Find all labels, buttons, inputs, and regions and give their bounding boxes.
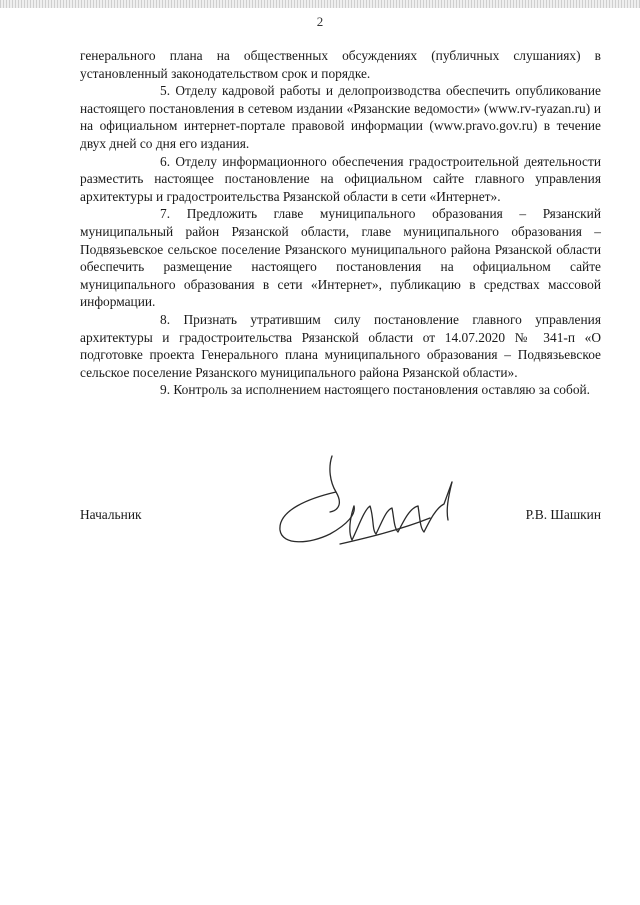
paragraph-6	[80, 153, 601, 206]
signature-block	[80, 507, 601, 527]
signatory-title: Начальник	[80, 507, 142, 522]
paragraph-continuation	[80, 47, 601, 82]
paragraph-number: 6.	[160, 153, 171, 169]
paragraph-number: 9.	[160, 382, 171, 398]
paragraph-text: Признать утратившим силу постановление главного управления архитектуры и градостроительства Рязанской области от 14.07.2020 № 341-п «О подготовке проекта Генерального плана муниципального образования – Подвязьевское сельское поселение Рязанского муниципального района Рязанской области».	[80, 311, 601, 380]
paragraph-text: Контроль за исполнением настоящего постановления оставляю за собой.	[173, 382, 591, 398]
paragraph-text: Предложить главе муниципального образования – Рязанский муниципальный район Рязанской области, главе муниципального образования – Подвязьевское сельское поселение Рязанского муниципального района Рязанской области обеспечить размещение настоящего постановления на официальном сайте муниципального образования в сети «Интернет», публикацию в средствах массовой информации.	[80, 206, 601, 310]
paragraph-number: 8.	[160, 311, 171, 327]
paragraph-8	[80, 311, 601, 381]
handwritten-signature	[270, 448, 480, 558]
paragraph-number: 5.	[160, 83, 171, 99]
scan-edge	[0, 0, 640, 8]
paragraph-text: Отделу кадровой работы и делопроизводства обеспечить опубликование настоящего постановления в сетевом издании «Рязанские ведомости» (www.rv-ryazan.ru) и на официальном интернет-портале правовой информации (www.pravo.gov.ru) в течение двух дней со дня его издания.	[80, 83, 601, 151]
paragraph-7	[80, 205, 601, 311]
document-body	[80, 47, 601, 399]
paragraph-text: Отделу информационного обеспечения градостроительной деятельности разместить настоящее постановление на официальном сайте главного управления архитектуры и градостроительства Рязанской области в сети «Интернет».	[80, 153, 601, 204]
paragraph-9	[80, 381, 601, 399]
paragraph-5	[80, 82, 601, 152]
signatory-name: Р.В. Шашкин	[525, 507, 601, 522]
page-number: 2	[316, 14, 324, 29]
paragraph-number: 7.	[160, 206, 171, 222]
paragraph-text: генерального плана на общественных обсуждениях (публичных слушаниях) в установленный законодательством срок и порядке.	[80, 48, 601, 81]
